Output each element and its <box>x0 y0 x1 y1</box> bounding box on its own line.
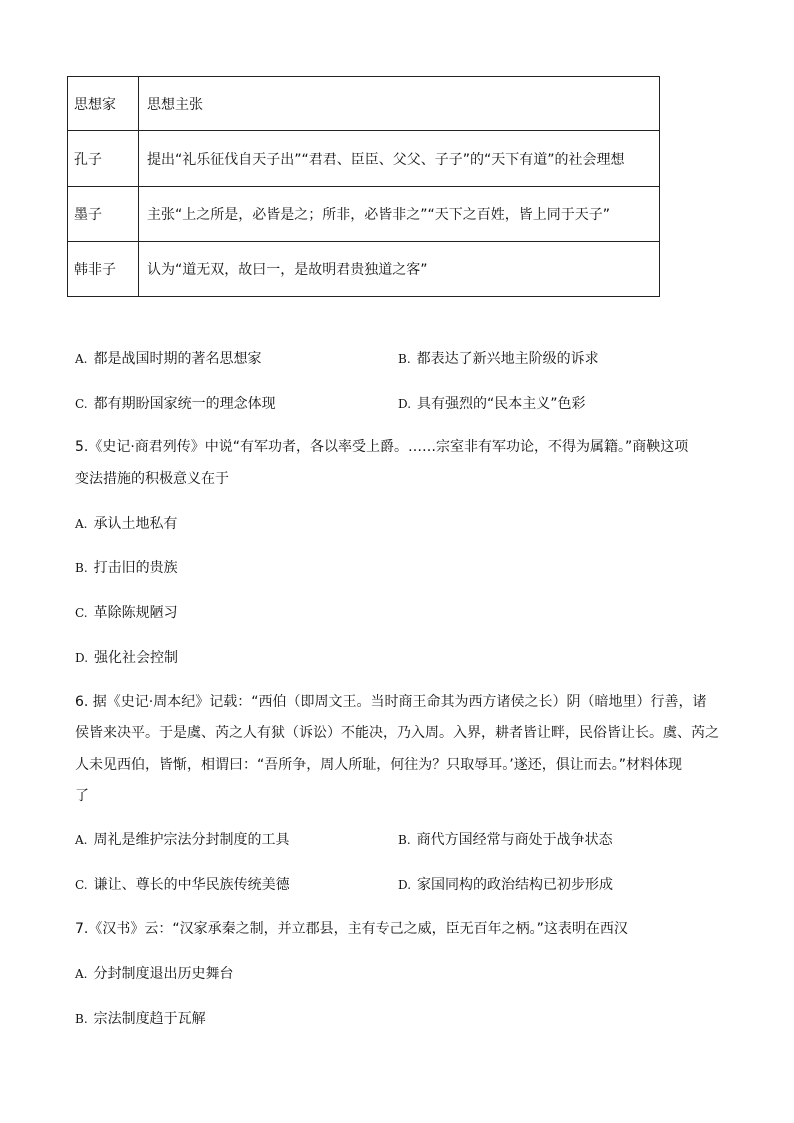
thinkers-table <box>67 76 660 297</box>
q7-option-a[interactable] <box>75 964 233 984</box>
table-cell-idea: 认为“道无双，故曰一，是故明君贵独道之客” <box>139 242 660 297</box>
table-cell-thinker: 韩非子 <box>68 242 139 297</box>
option-text: 周礼是维护宗法分封制度的工具 <box>93 832 290 848</box>
option-label: A. <box>75 352 88 366</box>
table-cell-thinker: 孔子 <box>68 131 139 187</box>
option-text: 家国同构的政治结构已初步形成 <box>417 877 614 893</box>
q6-option-b[interactable] <box>398 830 613 850</box>
option-label: B. <box>398 352 411 366</box>
option-label: B. <box>75 561 88 575</box>
q5-stem-line: 变法措施的积极意义在于 <box>75 471 229 487</box>
option-text: 强化社会控制 <box>94 650 179 666</box>
option-text: 谦让、尊长的中华民族传统美德 <box>93 877 290 893</box>
table-header-row <box>68 77 660 131</box>
option-label: B. <box>75 1012 88 1026</box>
q6-stem-line: 6. 据《史记·周本纪》记载：“西伯（即周文王。当时商王命其为西方诸侯之长）阴（暗地里）行善，诸 <box>75 694 707 710</box>
option-text: 宗法制度趋于瓦解 <box>93 1011 206 1027</box>
option-text: 商代方国经常与商处于战争状态 <box>416 832 613 848</box>
table-row <box>68 242 660 297</box>
option-label: B. <box>398 833 411 847</box>
table-cell-thinker: 墨子 <box>68 187 139 242</box>
q4-option-c[interactable] <box>75 394 276 414</box>
option-label: C. <box>75 606 88 620</box>
option-text: 承认土地私有 <box>93 516 178 532</box>
option-text: 分封制度退出历史舞台 <box>93 966 234 982</box>
table-header-cell: 思想主张 <box>139 77 660 131</box>
q5-option-a[interactable] <box>75 514 177 534</box>
q6-stem-line: 人未见西伯，皆惭，相谓曰：“吾所争，周人所耻，何往为？只取辱耳。’遂还，俱让而去。”材料体现 <box>75 757 682 773</box>
q7-stem: 7.《汉书》云：“汉家承秦之制，并立郡县，主有专己之威，臣无百年之柄。”这表明在西汉 <box>75 921 628 937</box>
q7-option-b[interactable] <box>75 1009 206 1029</box>
q5-option-b[interactable] <box>75 558 178 578</box>
option-text: 都有期盼国家统一的理念体现 <box>93 396 276 412</box>
option-text: 打击旧的贵族 <box>93 560 178 576</box>
q5-option-d[interactable] <box>75 648 178 668</box>
q6-option-d[interactable] <box>398 875 613 895</box>
q6-stem-line: 侯皆来决平。于是虞、芮之人有狱（诉讼）不能决，乃入周。入界，耕者皆让畔，民俗皆让长。虞、芮之 <box>75 725 719 741</box>
q4-option-b[interactable] <box>398 349 599 369</box>
q4-option-a[interactable] <box>75 349 261 369</box>
option-label: A. <box>75 967 88 981</box>
q4-option-d[interactable] <box>398 394 586 414</box>
option-text: 都表达了新兴地主阶级的诉求 <box>416 351 599 367</box>
q6-option-c[interactable] <box>75 875 290 895</box>
table-row <box>68 187 660 242</box>
option-text: 具有强烈的“民本主义”色彩 <box>417 396 586 412</box>
option-label: A. <box>75 517 88 531</box>
option-text: 都是战国时期的著名思想家 <box>93 351 262 367</box>
option-label: D. <box>398 397 412 411</box>
option-label: D. <box>75 651 89 665</box>
option-label: C. <box>75 878 88 892</box>
q6-stem-line: 了 <box>75 788 89 804</box>
table-header-cell: 思想家 <box>68 77 139 131</box>
option-label: C. <box>75 397 88 411</box>
option-text: 革除陈规陋习 <box>93 605 178 621</box>
table-row <box>68 131 660 187</box>
q5-option-c[interactable] <box>75 603 178 623</box>
option-label: A. <box>75 833 88 847</box>
table-cell-idea: 主张“上之所是，必皆是之；所非，必皆非之”“天下之百姓，皆上同于天子” <box>139 187 660 242</box>
q5-stem-line: 5.《史记·商君列传》中说“有军功者，各以率受上爵。……宗室非有军功论，不得为属籍。”商鞅这项 <box>75 439 689 455</box>
option-label: D. <box>398 878 412 892</box>
table-cell-idea: 提出“礼乐征伐自天子出”“君君、臣臣、父父、子子”的“天下有道”的社会理想 <box>139 131 660 187</box>
q6-option-a[interactable] <box>75 830 289 850</box>
